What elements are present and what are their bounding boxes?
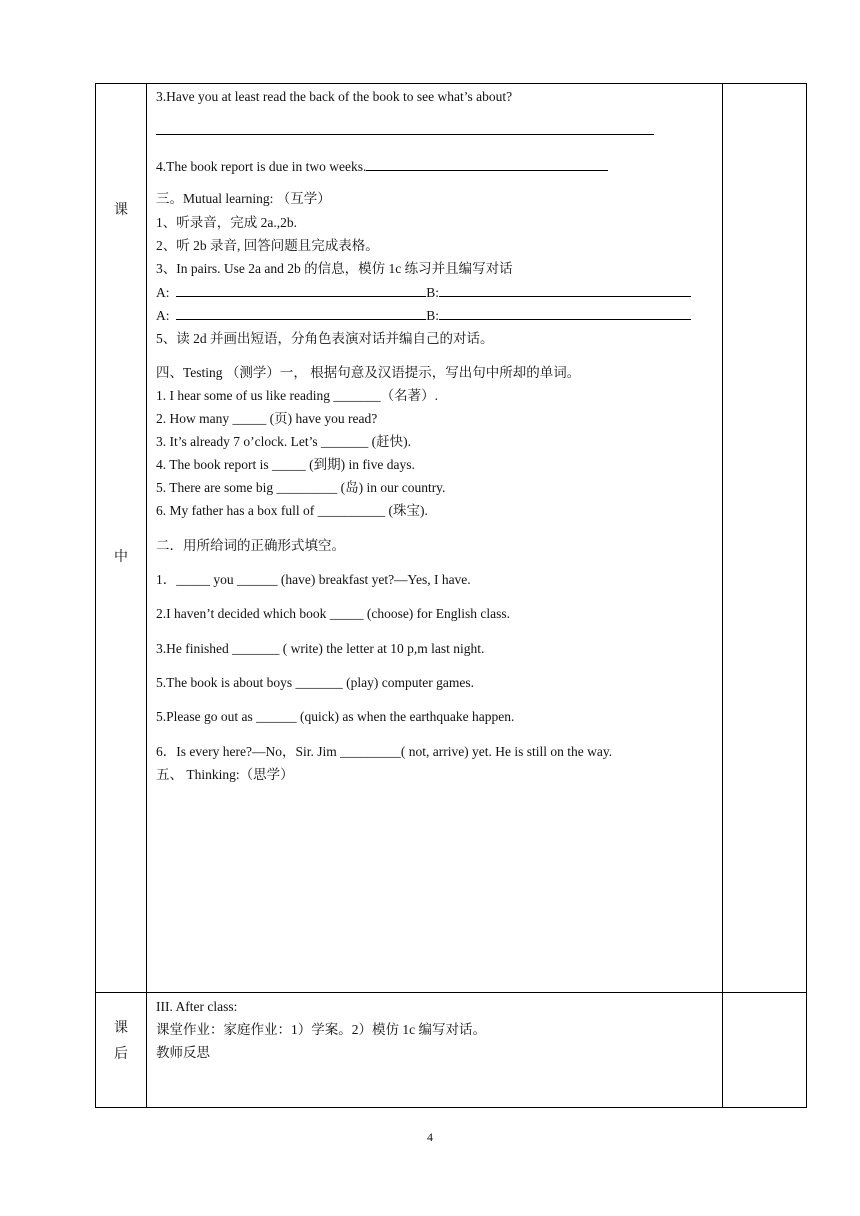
mutual-item-1: 1、听录音，完成 2a.,2b. (156, 215, 297, 230)
after-class-title: III. After class: (156, 999, 238, 1014)
dialog-row-2 (156, 307, 691, 325)
testing-item-1: 1. I hear some of us like reading _______（名著）. (156, 388, 438, 403)
side-label-after-2: 后 (114, 1047, 128, 1062)
dialog-row-1 (156, 284, 691, 302)
mutual-item-2: 2、听 2b 录音, 回答问题且完成表格。 (156, 238, 379, 253)
a-label-1: A: (156, 285, 170, 300)
a-label-2: A: (156, 308, 170, 323)
forms-item-1: 1．_____ you ______ (have) breakfast yet?—Yes, I have. (156, 572, 471, 587)
thinking-title: 五、 Thinking:（思学） (156, 767, 294, 782)
row-divider (95, 992, 807, 993)
testing-item-4: 4. The book report is _____ (到期) in five days. (156, 457, 415, 472)
forms-item-4: 5.The book is about boys _______ (play) computer games. (156, 675, 474, 690)
question-3: 3.Have you at least read the back of the book to see what’s about? (156, 89, 513, 104)
forms-item-2: 2.I haven’t decided which book _____ (choose) for English class. (156, 606, 511, 621)
question-4-row (156, 158, 608, 176)
b-label-1: B: (426, 285, 440, 300)
forms-item-6: 6．Is every here?—No，Sir. Jim _________( not, arrive) yet. He is still on the way. (156, 744, 613, 759)
answer-line-4 (366, 158, 608, 171)
column-divider-left (146, 83, 147, 1108)
b-label-2: B: (426, 308, 440, 323)
testing-item-2: 2. How many _____ (页) have you read? (156, 411, 378, 426)
after-class-homework: 课堂作业：家庭作业：1）学案。2）模仿 1c 编写对话。 (156, 1022, 486, 1037)
forms-item-3: 3.He finished _______ ( write) the letter at 10 p,m last night. (156, 641, 485, 656)
question-4: 4.The book report is due in two weeks. (156, 159, 367, 174)
mutual-item-5: 5、读 2d 并画出短语，分角色表演对话并编自己的对话。 (156, 331, 494, 346)
mutual-title: 三。Mutual learning: （互学） (156, 191, 331, 206)
mutual-item-3: 3、In pairs. Use 2a and 2b 的信息，模仿 1c 练习并且编写对话 (156, 261, 513, 276)
forms-title: 二．用所给词的正确形式填空。 (156, 538, 345, 553)
side-label-class-2: 中 (114, 550, 128, 565)
side-label-class-1: 课 (114, 203, 128, 218)
teacher-reflection: 教师反思 (156, 1045, 210, 1060)
answer-line-3 (156, 122, 654, 140)
testing-title: 四、Testing （测学）一， 根据句意及汉语提示，写出句中所却的单词。 (156, 365, 581, 380)
testing-item-5: 5. There are some big _________ (岛) in our country. (156, 480, 446, 495)
testing-item-6: 6. My father has a box full of __________ (珠宝). (156, 503, 428, 518)
testing-item-3: 3. It’s already 7 o’clock. Let’s _______ (赶快). (156, 434, 411, 449)
forms-item-5: 5.Please go out as ______ (quick) as when the earthquake happen. (156, 709, 515, 724)
side-label-after-1: 课 (114, 1021, 128, 1036)
column-divider-right (722, 83, 723, 1108)
page-number: 4 (427, 1130, 433, 1144)
